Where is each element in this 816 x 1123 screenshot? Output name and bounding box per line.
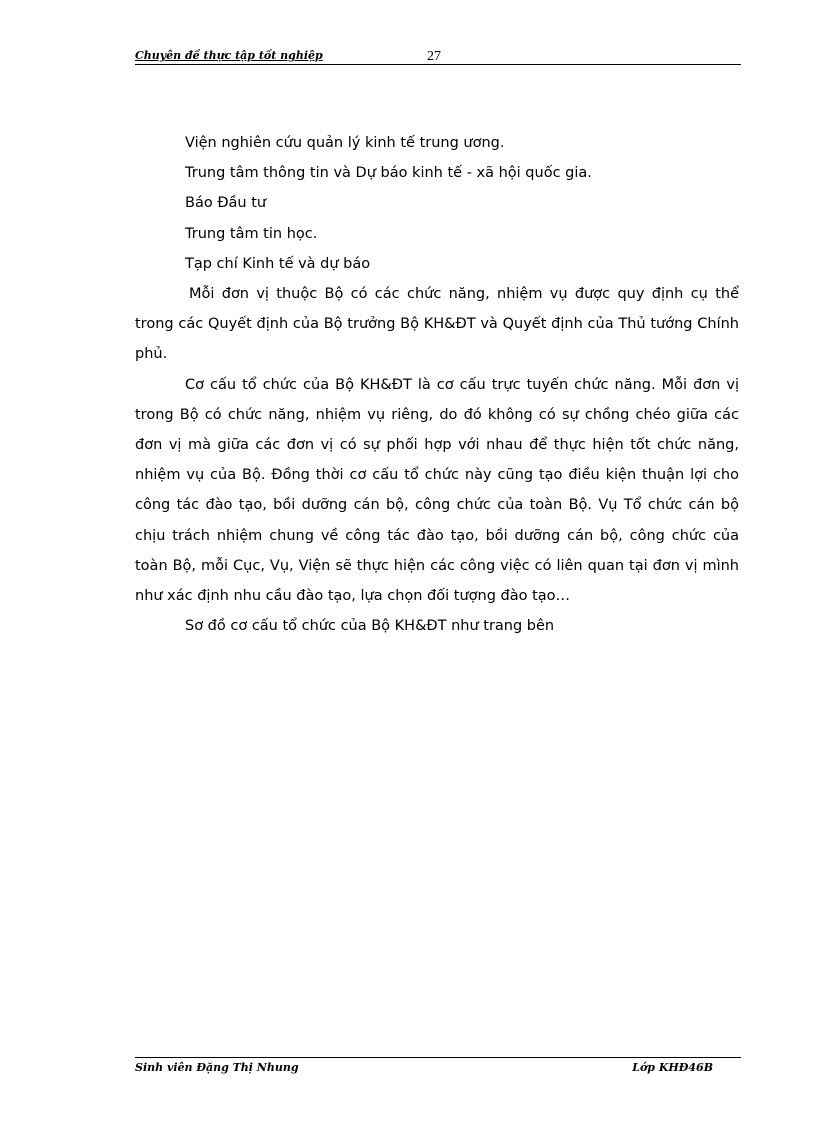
list-item: Báo Đầu tư — [185, 195, 267, 212]
page-number: 27 — [427, 49, 441, 64]
paragraph-structure: Cơ cấu tổ chức của Bộ KH&ĐT là cơ cấu trực tuyến chức năng. Mỗi đơn vị trong Bộ có chức năng, nhiệm vụ riêng, do đó không có sự chồng chéo giữa các đơn vị mà giữa các đơn vị có sự phối hợp với nhau để thực hiện tốt chức năng, nhiệm vụ của Bộ. Đồng thời cơ cấu tổ chức này cũng tạo điều kiện thuận lợi cho công tác đào tạo, bồi dưỡng cán bộ, công chức của toàn Bộ. Vụ Tổ chức cán bộ chịu trách nhiệm chung về công tác đào tạo, bồi dưỡng cán bộ, công chức của toàn Bộ, mỗi Cục, Vụ, Viện sẽ thực hiện các công việc có liên quan tại đơn vị mình như xác định nhu cầu đào tạo, lựa chọn đối tượng đào tạo… — [135, 376, 739, 605]
list-item: Viện nghiên cứu quản lý kinh tế trung ương. — [185, 135, 505, 151]
paragraph-functions: Mỗi đơn vị thuộc Bộ có các chức năng, nhiệm vụ được quy định cụ thể trong các Quyết định của Bộ trưởng Bộ KH&ĐT và Quyết định của Thủ tướng Chính phủ. — [135, 286, 739, 363]
paragraph-diagram-note: Sơ đồ cơ cấu tổ chức của Bộ KH&ĐT như trang bên — [185, 618, 555, 635]
list-item: Tạp chí Kinh tế và dự báo — [185, 255, 371, 272]
page-header — [135, 48, 741, 65]
document-body — [135, 128, 739, 641]
page-footer — [135, 1057, 741, 1078]
list-item: Trung tâm tin học. — [185, 225, 318, 242]
list-item: Trung tâm thông tin và Dự báo kinh tế - xã hội quốc gia. — [185, 165, 592, 182]
footer-class: Lớp KHĐ46B — [632, 1061, 713, 1074]
header-title: Chuyên đề thực tập tốt nghiệp — [135, 49, 323, 62]
footer-author: Sinh viên Đặng Thị Nhung — [135, 1061, 299, 1074]
